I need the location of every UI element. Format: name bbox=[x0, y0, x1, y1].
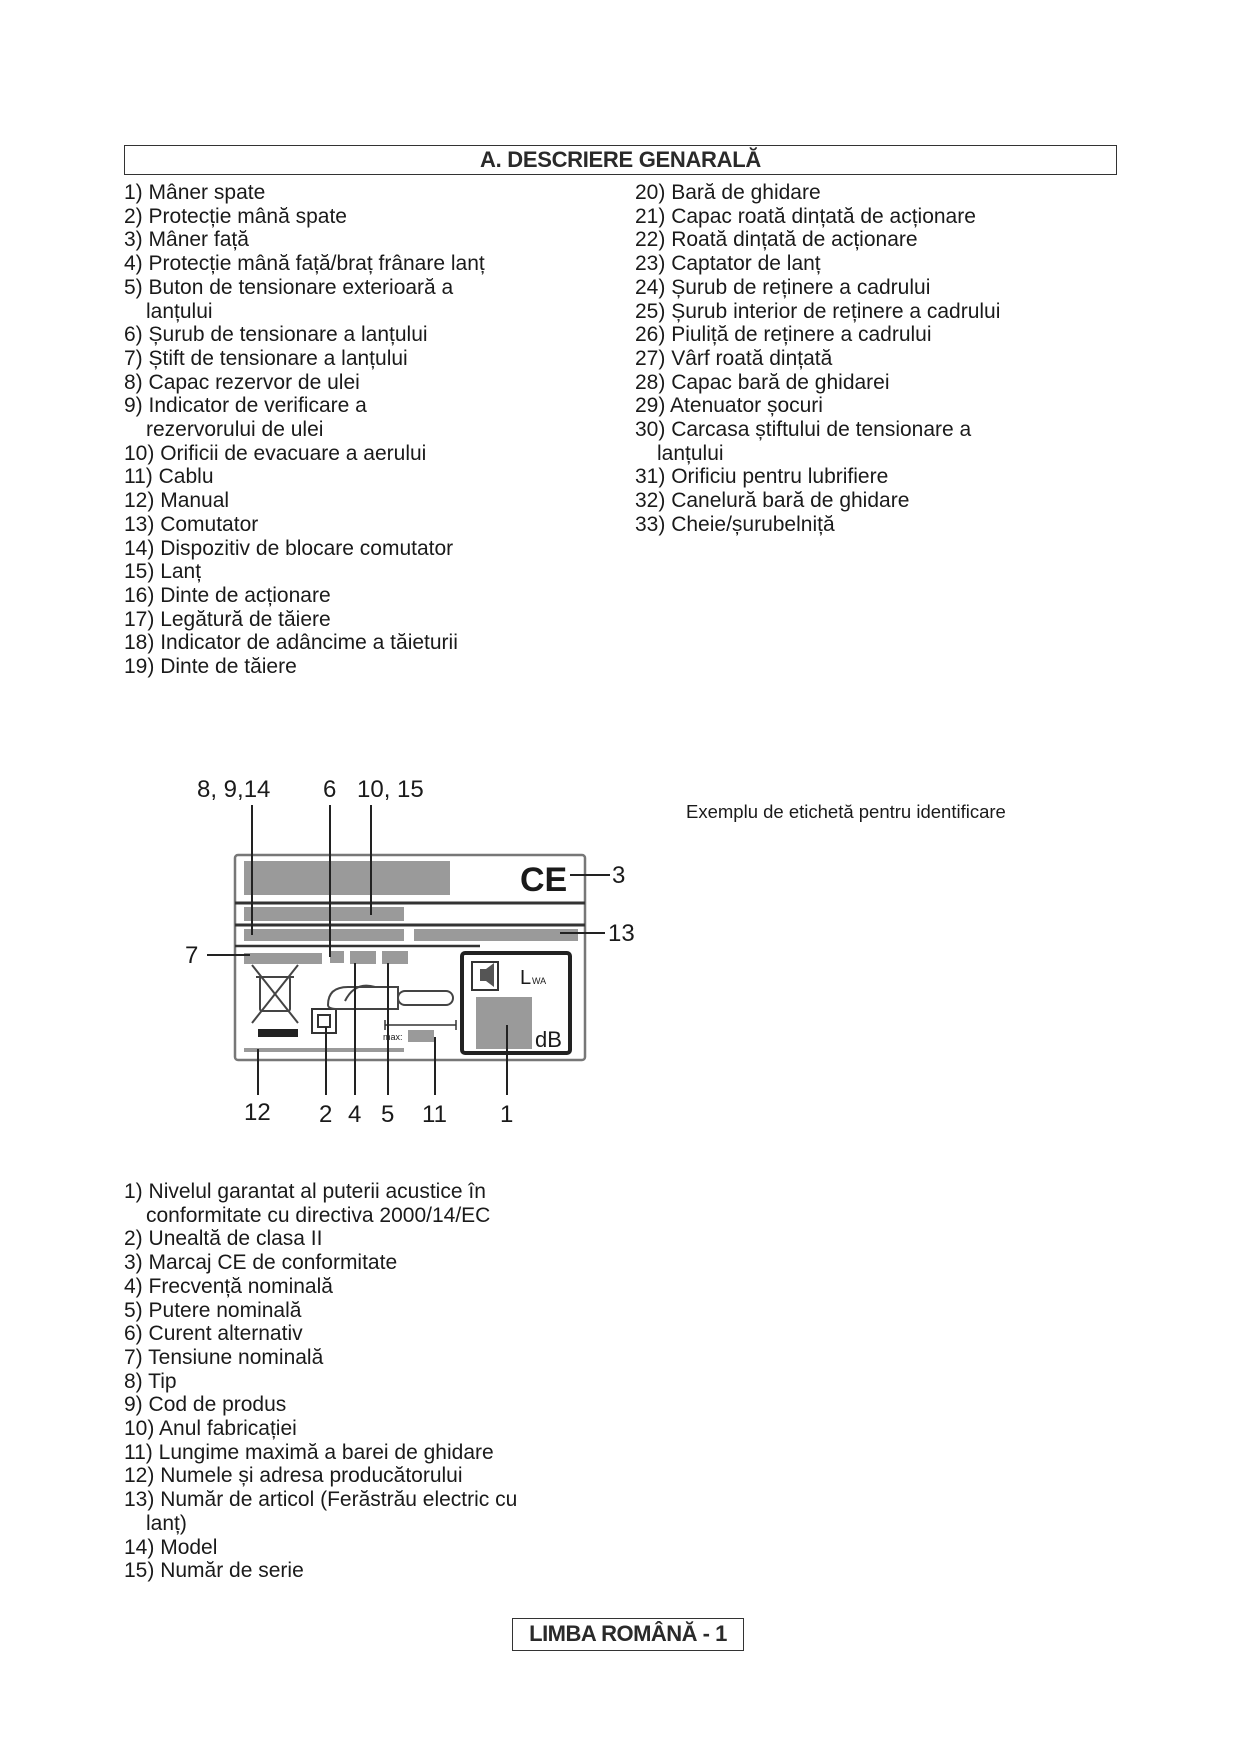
list-item bbox=[635, 205, 1000, 229]
callout-13: 13 bbox=[608, 920, 635, 947]
item-text: Numele și adresa producătorului bbox=[160, 1464, 463, 1488]
item-number: 7) bbox=[124, 1345, 143, 1369]
item-text: Captator de lanț bbox=[671, 252, 821, 276]
list-item bbox=[635, 489, 1000, 513]
page-footer: LIMBA ROMÂNĂ - 1 bbox=[512, 1618, 744, 1651]
list-item bbox=[124, 442, 485, 466]
type-block bbox=[244, 861, 450, 895]
item-number: 21) bbox=[635, 204, 666, 228]
item-number: 3) bbox=[124, 228, 143, 252]
svg-text:max:: max: bbox=[383, 1032, 403, 1042]
list-item bbox=[635, 181, 1000, 205]
item-number: 3) bbox=[124, 1251, 143, 1275]
list-item bbox=[124, 205, 485, 229]
list-item bbox=[124, 181, 485, 205]
item-text: Vârf roată dințată bbox=[671, 346, 833, 370]
item-number: 28) bbox=[635, 370, 666, 394]
item-number: 16) bbox=[124, 583, 155, 607]
svg-text:L: L bbox=[520, 967, 532, 989]
item-text: Șurub de tensionare a lanțului bbox=[148, 323, 428, 347]
item-text: Capac bară de ghidarei bbox=[671, 370, 890, 394]
item-text: Tensiune nominală bbox=[148, 1345, 324, 1369]
ce-mark: CE bbox=[520, 861, 568, 899]
label-caption: Exemplu de etichetă pentru identificare bbox=[686, 801, 1006, 822]
callout-1: 1 bbox=[500, 1101, 514, 1128]
item-text-continued: lanțului bbox=[657, 441, 724, 465]
item-text-continued: rezervorului de ulei bbox=[146, 418, 324, 442]
list-item bbox=[635, 418, 1000, 465]
item-text: Roată dințată de acționare bbox=[671, 228, 918, 252]
item-text: Capac rezervor de ulei bbox=[148, 370, 360, 394]
item-number: 22) bbox=[635, 228, 666, 252]
list-item bbox=[635, 371, 1000, 395]
item-text: Indicator de verificare a bbox=[148, 394, 367, 418]
item-text: Canelură bară de ghidare bbox=[671, 489, 910, 513]
callout-7: 7 bbox=[185, 942, 199, 969]
item-text: Curent alternativ bbox=[148, 1322, 303, 1346]
item-text: Frecvență nominală bbox=[148, 1274, 333, 1298]
list-item bbox=[124, 513, 485, 537]
item-number: 27) bbox=[635, 346, 666, 370]
callout-12: 12 bbox=[244, 1099, 271, 1126]
item-text: Protecție mână față/braț frânare lanț bbox=[148, 252, 485, 276]
list-item bbox=[124, 1441, 517, 1465]
item-text-continued: lanț) bbox=[146, 1511, 187, 1535]
svg-text:WA: WA bbox=[532, 976, 547, 986]
item-number: 11) bbox=[124, 1440, 153, 1464]
item-text: Capac roată dințată de acționare bbox=[671, 204, 976, 228]
list-item bbox=[124, 489, 485, 513]
item-number: 12) bbox=[124, 489, 155, 513]
item-number: 14) bbox=[124, 536, 155, 560]
item-number: 8) bbox=[124, 370, 143, 394]
item-number: 33) bbox=[635, 512, 666, 536]
callout-2: 2 bbox=[319, 1101, 333, 1128]
item-text: Cod de produs bbox=[148, 1393, 287, 1417]
item-text: Orificiu pentru lubrifiere bbox=[671, 465, 889, 489]
section-title: A. DESCRIERE GENARALĂ bbox=[124, 145, 1117, 175]
list-item bbox=[124, 465, 485, 489]
item-text: Anul fabricației bbox=[159, 1417, 297, 1441]
item-text: Dinte de acționare bbox=[160, 583, 331, 607]
item-text: Manual bbox=[160, 489, 230, 513]
item-number: 23) bbox=[635, 252, 666, 276]
item-text: Mâner spate bbox=[148, 181, 266, 204]
item-text: Marcaj CE de conformitate bbox=[148, 1251, 398, 1275]
list-item bbox=[124, 1346, 517, 1370]
list-item bbox=[124, 394, 485, 441]
item-text-continued: conformitate cu directiva 2000/14/EC bbox=[146, 1203, 491, 1227]
item-text-continued: lanțului bbox=[146, 299, 213, 323]
list-item bbox=[124, 655, 485, 679]
list-item bbox=[124, 608, 485, 632]
item-text: Cablu bbox=[158, 465, 214, 489]
list-item bbox=[124, 347, 485, 371]
item-number: 10) bbox=[124, 1417, 155, 1441]
item-number: 17) bbox=[124, 607, 155, 631]
item-text: Șurub interior de reținere a cadrului bbox=[671, 299, 1001, 323]
list-item bbox=[124, 1275, 517, 1299]
item-number: 32) bbox=[635, 489, 666, 513]
item-text: Dinte de tăiere bbox=[160, 655, 297, 679]
list-item bbox=[124, 252, 485, 276]
item-number: 30) bbox=[635, 418, 666, 442]
item-text: Nivelul garantat al puterii acustice în bbox=[148, 1180, 486, 1203]
item-text: Putere nominală bbox=[148, 1298, 302, 1322]
list-item bbox=[124, 1417, 517, 1441]
list-item bbox=[124, 1227, 517, 1251]
item-number: 1) bbox=[124, 1180, 143, 1203]
callout-10-15: 10, 15 bbox=[357, 776, 424, 803]
list-item bbox=[124, 1322, 517, 1346]
item-number: 5) bbox=[124, 275, 143, 299]
list-item bbox=[635, 228, 1000, 252]
item-text: Cheie/șurubelniță bbox=[671, 512, 835, 536]
item-number: 20) bbox=[635, 181, 666, 204]
item-number: 2) bbox=[124, 1227, 143, 1251]
item-number: 31) bbox=[635, 465, 666, 489]
svg-text:dB: dB bbox=[535, 1027, 562, 1052]
list-item bbox=[124, 1464, 517, 1488]
item-number: 19) bbox=[124, 655, 155, 679]
list-item bbox=[124, 228, 485, 252]
item-text: Număr de serie bbox=[160, 1559, 304, 1583]
item-number: 25) bbox=[635, 299, 666, 323]
parts-list-left bbox=[124, 181, 485, 679]
item-text: Știft de tensionare a lanțului bbox=[148, 346, 408, 370]
item-number: 9) bbox=[124, 394, 143, 418]
item-text: Comutator bbox=[160, 512, 259, 536]
callout-3: 3 bbox=[612, 862, 626, 889]
item-number: 26) bbox=[635, 323, 666, 347]
list-item bbox=[124, 1251, 517, 1275]
item-number: 10) bbox=[124, 441, 155, 465]
parts-list-right bbox=[635, 181, 1000, 537]
list-item bbox=[124, 1180, 517, 1227]
callout-6: 6 bbox=[323, 776, 337, 803]
list-item bbox=[635, 323, 1000, 347]
item-number: 18) bbox=[124, 631, 155, 655]
list-item bbox=[124, 276, 485, 323]
list-item bbox=[124, 371, 485, 395]
item-number: 2) bbox=[124, 204, 143, 228]
item-number: 6) bbox=[124, 1322, 143, 1346]
item-number: 11) bbox=[124, 465, 153, 489]
list-item bbox=[124, 1299, 517, 1323]
item-text: Lanț bbox=[160, 560, 202, 584]
list-item bbox=[635, 394, 1000, 418]
item-number: 7) bbox=[124, 346, 143, 370]
list-item bbox=[124, 584, 485, 608]
item-number: 13) bbox=[124, 512, 155, 536]
list-item bbox=[635, 276, 1000, 300]
item-number: 29) bbox=[635, 394, 666, 418]
item-text: Indicator de adâncime a tăieturii bbox=[160, 631, 458, 655]
list-item bbox=[124, 1370, 517, 1394]
callout-11: 11 bbox=[422, 1101, 447, 1128]
item-number: 5) bbox=[124, 1298, 143, 1322]
item-number: 12) bbox=[124, 1464, 155, 1488]
list-item bbox=[124, 1536, 517, 1560]
item-text: Atenuator șocuri bbox=[670, 394, 823, 418]
item-text: Tip bbox=[148, 1369, 177, 1393]
item-number: 6) bbox=[124, 323, 143, 347]
callout-4: 4 bbox=[348, 1101, 362, 1128]
item-number: 8) bbox=[124, 1369, 143, 1393]
item-text: Șurub de reținere a cadrului bbox=[671, 275, 931, 299]
list-item bbox=[124, 323, 485, 347]
list-item bbox=[635, 300, 1000, 324]
list-item bbox=[124, 1559, 517, 1583]
list-item bbox=[124, 560, 485, 584]
item-number: 13) bbox=[124, 1488, 155, 1512]
item-number: 15) bbox=[124, 1559, 155, 1583]
item-text: Model bbox=[160, 1535, 218, 1559]
item-text: Unealtă de clasa II bbox=[148, 1227, 323, 1251]
rating-label-diagram bbox=[180, 765, 635, 1145]
item-text: Lungime maximă a barei de ghidare bbox=[158, 1440, 494, 1464]
item-text: Dispozitiv de blocare comutator bbox=[160, 536, 454, 560]
list-item bbox=[635, 465, 1000, 489]
item-text: Mâner față bbox=[148, 228, 249, 252]
item-number: 9) bbox=[124, 1393, 143, 1417]
label-legend-list bbox=[124, 1180, 517, 1583]
item-text: Orificii de evacuare a aerului bbox=[160, 441, 427, 465]
item-number: 4) bbox=[124, 1274, 143, 1298]
item-text: Buton de tensionare exterioară a bbox=[148, 275, 454, 299]
list-item bbox=[635, 252, 1000, 276]
item-text: Carcasa știftului de tensionare a bbox=[671, 418, 972, 442]
item-text: Bară de ghidare bbox=[671, 181, 821, 204]
callout-8-9-14: 8, 9,14 bbox=[197, 776, 271, 803]
item-number: 14) bbox=[124, 1535, 155, 1559]
item-text: Legătură de tăiere bbox=[160, 607, 331, 631]
item-text: Număr de articol (Ferăstrău electric cu bbox=[160, 1488, 518, 1512]
item-number: 1) bbox=[124, 181, 143, 204]
callout-5: 5 bbox=[381, 1101, 395, 1128]
item-number: 15) bbox=[124, 560, 155, 584]
item-text: Protecție mână spate bbox=[148, 204, 347, 228]
list-item bbox=[124, 631, 485, 655]
item-text: Piuliță de reținere a cadrului bbox=[671, 323, 932, 347]
list-item bbox=[124, 537, 485, 561]
list-item bbox=[124, 1488, 517, 1535]
list-item bbox=[124, 1393, 517, 1417]
item-number: 4) bbox=[124, 252, 143, 276]
item-number: 24) bbox=[635, 275, 666, 299]
list-item bbox=[635, 513, 1000, 537]
list-item bbox=[635, 347, 1000, 371]
